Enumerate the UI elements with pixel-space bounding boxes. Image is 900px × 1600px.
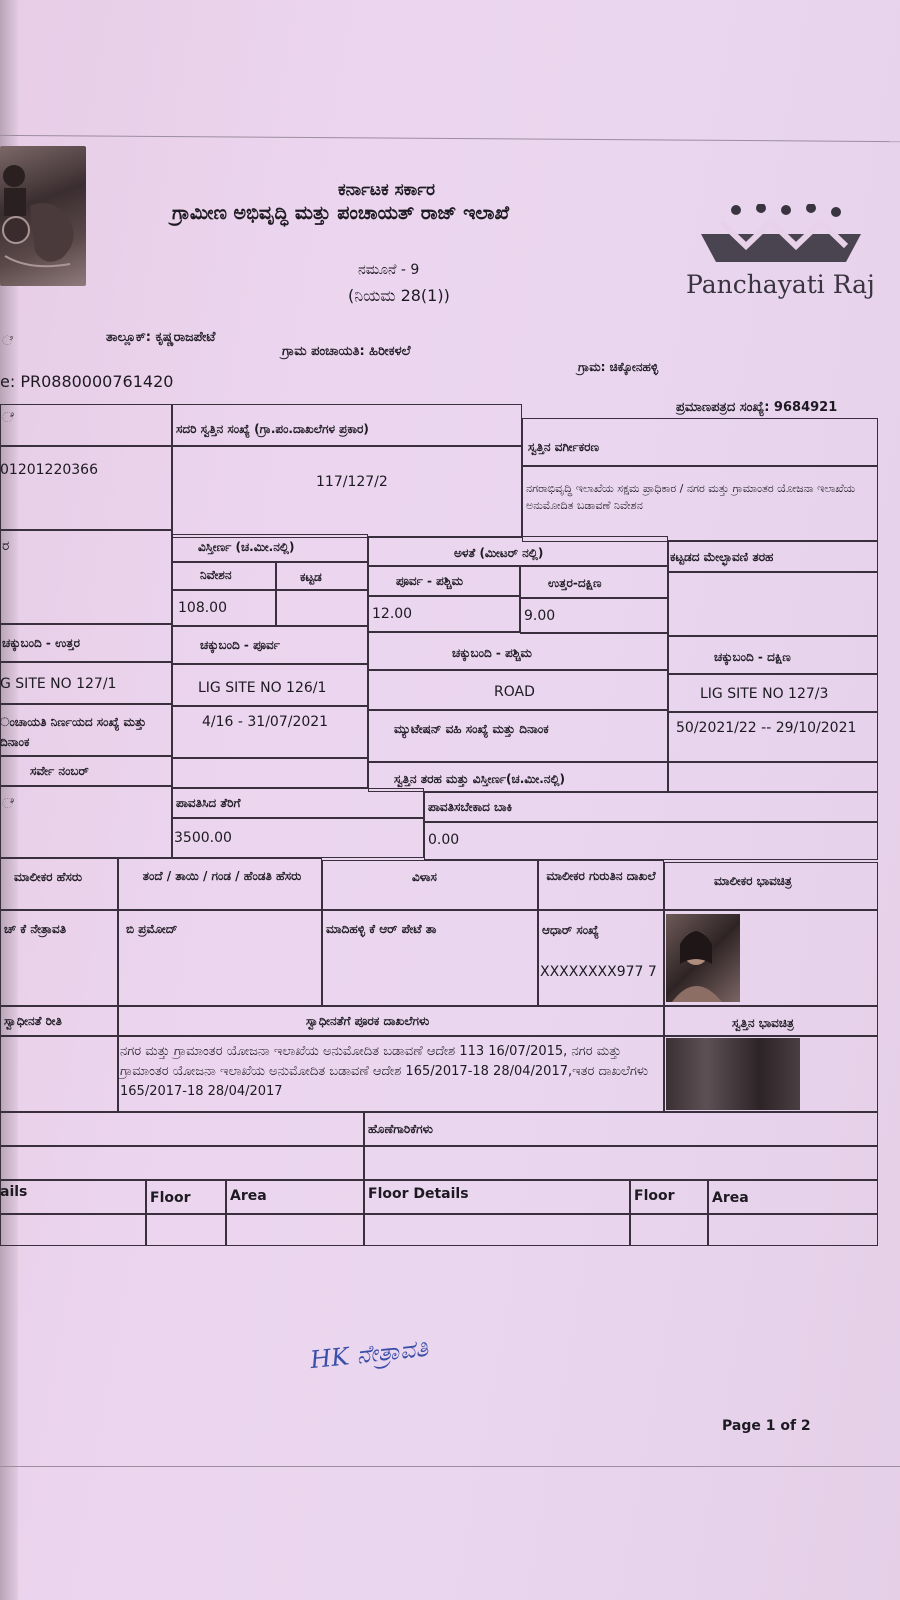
table-cell	[276, 562, 368, 590]
table-cell	[424, 822, 878, 860]
form-number: ನಮೂನೆ - 9	[358, 262, 420, 278]
owner-id-type: ಆಧಾರ್ ಸಂಖ್ಯೆ	[542, 923, 599, 937]
site-label: ನಿವೇಶನ	[200, 568, 232, 582]
table-cell	[0, 1146, 364, 1180]
resolution-value: 4/16 - 31/07/2021	[202, 714, 329, 730]
table-cell	[0, 1112, 364, 1146]
table-cell	[0, 1214, 146, 1246]
table-cell	[364, 1112, 878, 1146]
table-cell	[172, 446, 522, 538]
floor-details-label: Floor Details	[368, 1186, 469, 1202]
owner-name-label: ಮಾಲೀಕರ ಹೆಸರು	[14, 870, 83, 884]
site-area-value: 108.00	[178, 600, 227, 616]
possession-docs-label: ಸ್ವಾಧೀನತೆಗೆ ಪೂರಕ ದಾಖಲೆಗಳು	[306, 1014, 430, 1028]
table-cell	[172, 758, 368, 788]
panchayati-raj-logo	[696, 204, 866, 266]
boundary-west-label: ಚಕ್ಕುಬಂದಿ - ಪಶ್ಚಿಮ	[452, 646, 532, 660]
area-label-2: Area	[712, 1190, 749, 1206]
property-photo-label: ಸ್ವತ್ತಿನ ಭಾವಚಿತ್ರ	[732, 1016, 794, 1030]
property-number-label: ಸದರಿ ಸ್ವತ್ತಿನ ಸಂಖ್ಯೆ (ಗ್ರಾ.ಪಂ.ದಾಖಲೆಗಳ ಪ್ರಕಾರ)	[176, 422, 369, 436]
area-label-1: Area	[230, 1188, 267, 1204]
table-cell	[630, 1214, 708, 1246]
table-cell	[364, 1214, 630, 1246]
boundary-north-label: ಚಕ್ಕುಬಂದಿ - ಉತ್ತರ	[2, 636, 80, 650]
address-label: ವಿಳಾಸ	[412, 870, 437, 884]
tax-left-stub: ೆ	[2, 796, 14, 812]
resolution-label: ಂಚಾಯತಿ ನಿರ್ಣಯದ ಸಂಖ್ಯೆ ಮತ್ತು ದಿನಾಂಕ	[0, 715, 147, 749]
left-stub-number: 01201220366	[0, 462, 98, 478]
certificate-number: ಪ್ರಮಾಣಪತ್ರದ ಸಂಖ್ಯೆ: 9684921	[676, 400, 838, 415]
page-number: Page 1 of 2	[722, 1418, 811, 1434]
owner-photo-label: ಮಾಲೀಕರ ಭಾವಚಿತ್ರ	[714, 874, 792, 888]
east-west-value: 12.00	[372, 606, 413, 622]
table-cell	[668, 572, 878, 636]
owner-photo	[666, 914, 740, 1002]
table-cell	[146, 1214, 226, 1246]
possession-docs-value: ನಗರ ಮತ್ತು ಗ್ರಾಮಾಂತರ ಯೋಜನಾ ಇಲಾಖೆಯ ಅನುಮೋದಿತ ಬಡಾವಣೆ ಆದೇಶ 113 16/07/2015, ನಗರ ಮತ್ತು ಗ್ರಾಮಾಂತರ ಯೋಜನಾ ಇಲಾಖೆಯ ಅನುಮೋದಿತ ಬಡಾವಣೆ ಆದೇಶ 165/2017-18 28/04/2017,ಇತರ ದಾಖಲೆಗಳು 165/2017-18 28/04/2017	[120, 1044, 649, 1099]
handwritten-signature: HK ನೇತ್ರಾವತಿ	[308, 1333, 430, 1375]
boundary-north-value: G SITE NO 127/1	[0, 676, 117, 692]
taluk-label: ತಾಲ್ಲೂಕ್: ಕೃಷ್ಣರಾಜಪೇಟೆ	[106, 330, 216, 345]
left-stub-area: ರ	[2, 538, 10, 554]
table-cell	[226, 1214, 364, 1246]
property-photo	[666, 1038, 800, 1110]
classification-label: ಸ್ವತ್ತಿನ ವರ್ಗೀಕರಣ	[528, 440, 599, 454]
survey-label: ಸರ್ವೇ ನಂಬರ್	[30, 764, 89, 778]
liabilities-label: ಹೊಣೆಗಾರಿಕೆಗಳು	[368, 1122, 433, 1136]
government-title: ಕರ್ನಾಟಕ ಸರ್ಕಾರ	[338, 180, 436, 200]
state-emblem	[0, 146, 86, 286]
floor-label-1: Floor	[150, 1190, 191, 1206]
floor-label-2: Floor	[634, 1188, 675, 1204]
boundary-east-label: ಚಕ್ಕುಬಂದಿ - ಪೂರ್ವ	[200, 638, 280, 652]
table-cell	[0, 786, 172, 858]
area-label: ವಿಸ್ತೀರ್ಣ (ಚ.ಮೀ.ನಲ್ಲಿ)	[198, 540, 295, 554]
north-south-label: ಉತ್ತರ-ದಕ್ಷಿಣ	[548, 576, 602, 590]
boundary-east-value: LIG SITE NO 126/1	[198, 680, 327, 696]
floors-left-label: ails	[0, 1184, 28, 1200]
table-cell	[0, 530, 172, 624]
property-number-value: 117/127/2	[316, 474, 388, 490]
classification-value: ನಗರಾಭಿವೃದ್ಧಿ ಇಲಾಖೆಯ ಸಕ್ಷಮ ಪ್ರಾಧಿಕಾರ / ನಗರ ಮತ್ತು ಗ್ರಾಮಾಂತರ ಯೋಜನಾ ಇಲಾಖೆಯ ಅನುಮೋದಿತ ಬಡಾವಣೆ ನಿವೇಶನ	[526, 482, 856, 512]
owner-id-value: XXXXXXXX977 7	[540, 964, 657, 980]
boundary-south-label: ಚಕ್ಕುಬಂದಿ - ದಕ್ಷಿಣ	[714, 650, 791, 664]
tax-due-value: 0.00	[428, 832, 460, 848]
left-stub-meta: ೆ	[2, 334, 13, 349]
north-south-value: 9.00	[524, 608, 556, 624]
property-code: e: PR0880000761420	[0, 372, 174, 391]
relation-value: ಬಿ ಪ್ರಮೋದ್	[126, 922, 178, 936]
gram-panchayat-label: ಗ್ರಾಮ ಪಂಚಾಯತಿ: ಹಿರೀಕಳಲೆ	[282, 344, 411, 359]
east-west-label: ಪೂರ್ವ - ಪಶ್ಚಿಮ	[396, 574, 464, 588]
table-cell	[708, 1214, 878, 1246]
property-type-label: ಸ್ವತ್ತಿನ ತರಹ ಮತ್ತು ವಿಸ್ತೀರ್ಣ(ಚ.ಮೀ.ನಲ್ಲಿ)	[394, 772, 566, 786]
department-title: ಗ್ರಾಮೀಣ ಅಭಿವೃದ್ಧಿ ಮತ್ತು ಪಂಚಾಯತ್ ರಾಜ್ ಇಲಾಖೆ	[172, 202, 510, 224]
boundary-west-value: ROAD	[494, 684, 535, 700]
table-cell	[322, 860, 538, 910]
table-cell	[0, 404, 172, 446]
bottom-fold-line	[0, 1466, 900, 1467]
table-cell	[668, 762, 878, 792]
roof-type-label: ಕಟ್ಟಡದ ಮೇಲ್ಛಾವಣಿ ತರಹ	[670, 550, 774, 564]
mutation-label: ಮ್ಯುಟೇಷನ್ ವಹಿ ಸಂಖ್ಯೆ ಮತ್ತು ದಿನಾಂಕ	[394, 722, 549, 736]
table-cell	[276, 590, 368, 626]
owner-name-value: ಚ್ ಕೆ ನೇತ್ರಾವತಿ	[4, 922, 67, 936]
tax-paid-value: 3500.00	[174, 830, 232, 846]
table-cell	[0, 446, 172, 530]
village-label: ಗ್ರಾಮ: ಚಿಕ್ಕೋನಹಳ್ಳಿ	[578, 360, 659, 374]
table-cell	[364, 1146, 878, 1180]
address-value: ಮಾದಿಹಳ್ಳಿ ಕೆ ಆರ್ ಪೇಟೆ ತಾ	[326, 922, 437, 936]
mutation-value: 50/2021/22 -- 29/10/2021	[676, 720, 857, 736]
rule-number: (ನಿಯಮ 28(1))	[348, 286, 450, 305]
left-stub-row1: ೆ	[2, 410, 14, 426]
tax-paid-label: ಪಾವತಿಸಿದ ತೆರಿಗೆ	[176, 796, 241, 810]
possession-method-label: ಸ್ವಾಧೀನತೆ ರೀತಿ	[4, 1014, 62, 1028]
boundary-south-value: LIG SITE NO 127/3	[700, 686, 829, 702]
building-label: ಕಟ್ಟಡ	[300, 570, 322, 584]
logo-text: Panchayati Raj	[686, 270, 875, 299]
tax-due-label: ಪಾವತಿಸಬೇಕಾದ ಬಾಕಿ	[428, 800, 513, 814]
owner-id-label: ಮಾಲೀಕರ ಗುರುತಿನ ದಾಖಲೆ	[546, 869, 656, 883]
dimensions-label: ಅಳತೆ (ಮೀಟರ್ ನಲ್ಲಿ)	[454, 546, 544, 560]
table-cell	[0, 1036, 118, 1112]
relation-label: ತಂದೆ / ತಾಯಿ / ಗಂಡ / ಹೆಂಡತಿ ಹೆಸರು	[142, 869, 302, 883]
